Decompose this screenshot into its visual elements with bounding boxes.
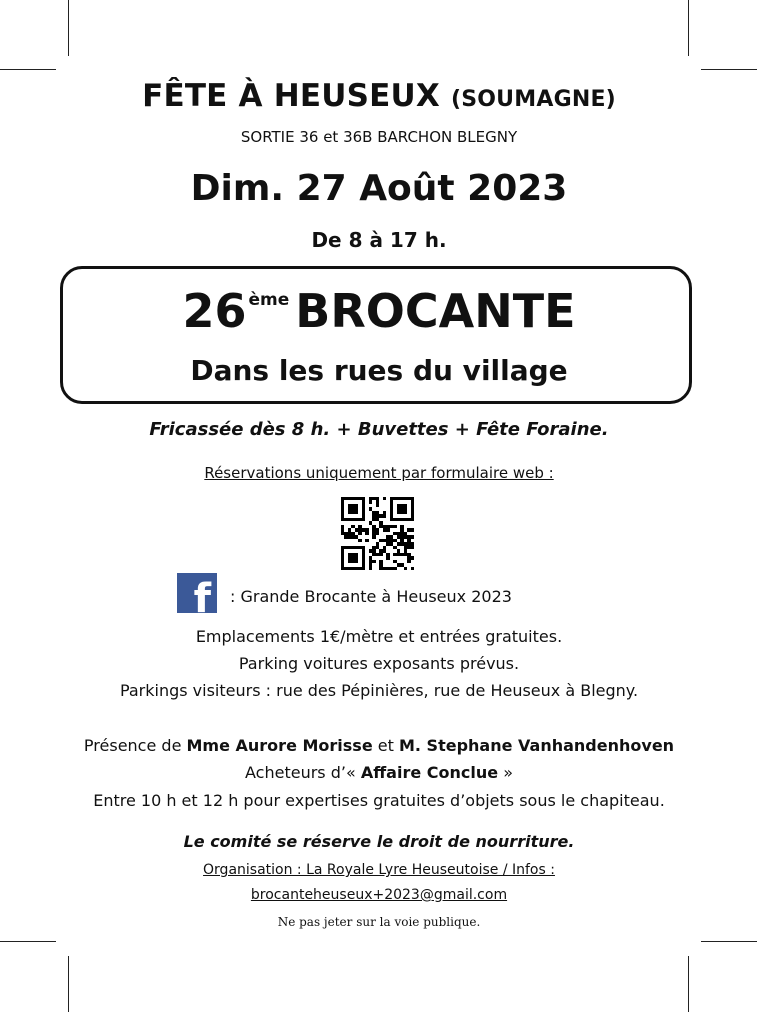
crop-mark	[688, 0, 689, 56]
edition-number: 26	[182, 284, 247, 338]
disposal-notice: Ne pas jeter sur la voie publique.	[277, 915, 481, 929]
reservation-link[interactable]: Réservations uniquement par formulaire web :	[204, 464, 554, 482]
event-name: BROCANTE	[295, 284, 576, 338]
page-title	[0, 78, 758, 114]
qr-module	[411, 567, 414, 570]
committee-note: Le comité se réserve le droit de nourriture.	[183, 832, 575, 851]
event-edition	[0, 284, 758, 338]
info-pricing: Emplacements 1€/mètre et entrées gratuites.	[195, 627, 563, 646]
guests-line	[0, 736, 758, 755]
edition-ordinal: ème	[248, 290, 290, 310]
expertise-schedule: Entre 10 h et 12 h pour expertises gratuites d’objets sous le chapiteau.	[93, 791, 665, 810]
facebook-page-name: : Grande Brocante à Heuseux 2023	[230, 587, 512, 606]
guests-conj: et	[377, 736, 394, 755]
buyers-suffix: »	[503, 763, 513, 782]
highway-exit: SORTIE 36 et 36B BARCHON BLEGNY	[240, 128, 518, 146]
crop-mark	[68, 956, 69, 1012]
event-subtitle: Dans les rues du village	[190, 354, 568, 387]
title-sub: (SOUMAGNE)	[450, 87, 616, 112]
event-date: Dim. 27 Août 2023	[190, 168, 568, 209]
buyers-prefix: Acheteurs d’«	[245, 763, 356, 782]
crop-mark	[68, 0, 69, 56]
crop-mark	[0, 69, 56, 70]
extras-line: Fricassée dès 8 h. + Buvettes + Fête Foraine.	[149, 419, 609, 440]
show-name: Affaire Conclue	[360, 763, 499, 782]
info-parking-exhibitors: Parking voitures exposants prévus.	[238, 654, 520, 673]
info-parking-visitors: Parkings visiteurs : rue des Pépinières, rue de Heuseux à Blegny.	[119, 681, 639, 700]
crop-mark	[0, 941, 56, 942]
facebook-letter: f	[193, 576, 211, 613]
guests-prefix: Présence de	[83, 736, 182, 755]
contact-email-link[interactable]: brocanteheuseux+2023@gmail.com	[250, 887, 508, 903]
qr-code[interactable]	[341, 497, 414, 570]
guest-b: M. Stephane Vanhandenhoven	[398, 736, 675, 755]
title-main: FÊTE À HEUSEUX	[142, 78, 440, 114]
crop-mark	[701, 941, 757, 942]
buyers-line	[0, 763, 758, 782]
event-hours: De 8 à 17 h.	[311, 228, 447, 252]
organisation-line: Organisation : La Royale Lyre Heuseutoise / Infos :	[203, 862, 555, 878]
facebook-icon[interactable]	[177, 573, 217, 613]
guest-a: Mme Aurore Morisse	[186, 736, 373, 755]
crop-mark	[701, 69, 757, 70]
crop-mark	[688, 956, 689, 1012]
